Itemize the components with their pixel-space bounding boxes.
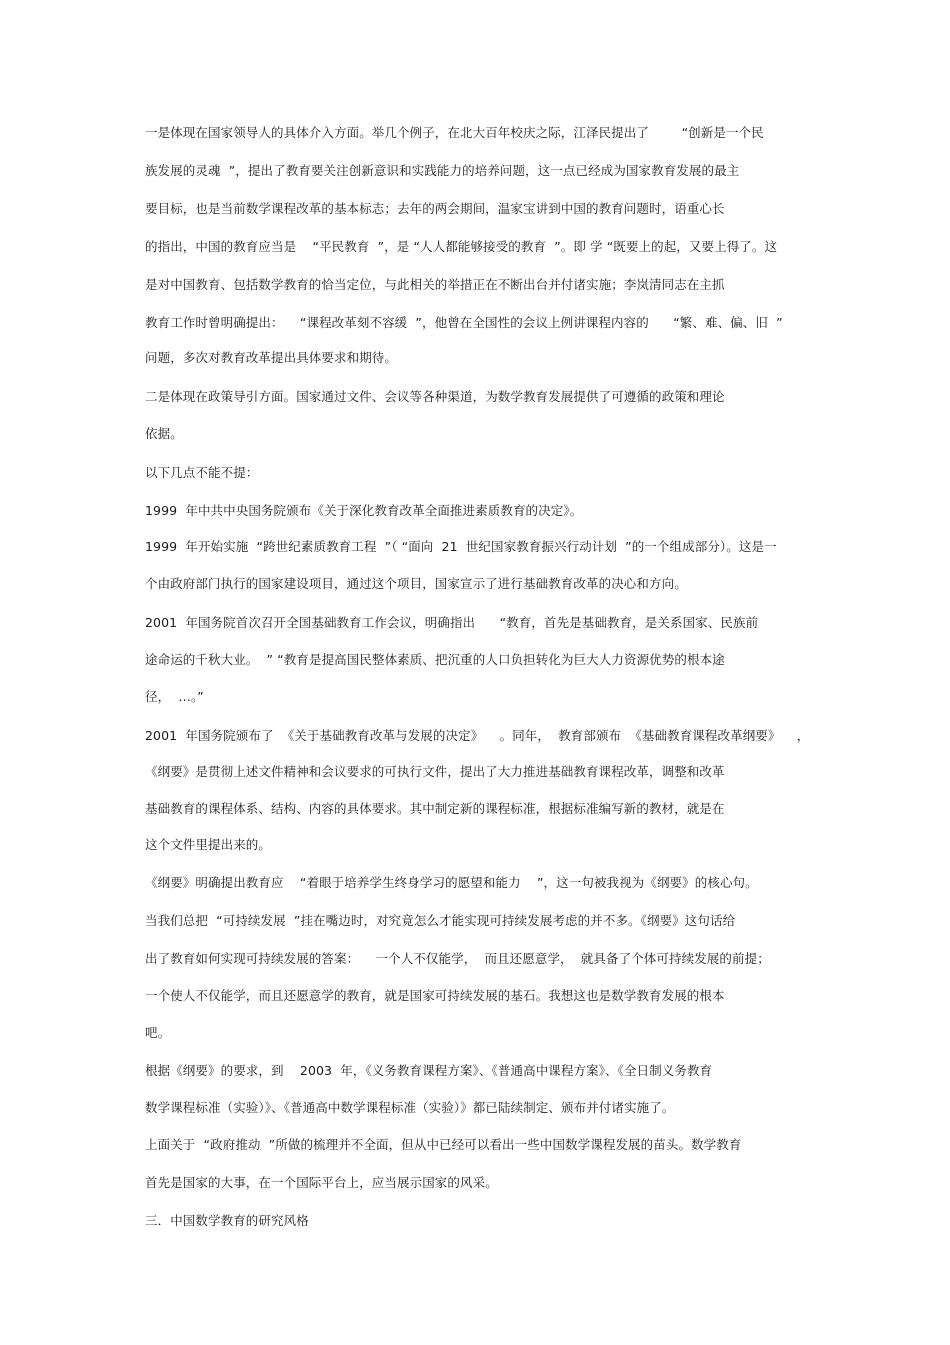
section-heading: 三．中国数学教育的研究风格: [145, 1213, 309, 1228]
text-line: 教育工作时曾明确提出： “课程改革刻不容缓 ”，他曾在全国性的会议上例讲课程内容的 “繁、难、偏、旧 ”: [145, 315, 783, 330]
text-line: 这个文件里提出来的。: [145, 837, 272, 852]
text-line: 数学课程标准（实验）》、《普通高中数学课程标准（实验）》都已陆续制定、颁布并付诸实施了。: [145, 1100, 675, 1115]
text-line: 首先是国家的大事，在一个国际平台上，应当展示国家的风采。: [145, 1175, 498, 1190]
text-line: 基础教育的课程体系、结构、内容的具体要求。其中制定新的课程标准，根据标准编写新的教材，就是在: [145, 801, 725, 816]
text-line: 1999 年开始实施 “跨世纪素质教育工程 ”（ “面向 21 世纪国家教育振兴行动计划 ”的一个组成部分）。这是一: [145, 539, 777, 554]
text-line: 《纲要》是贯彻上述文件精神和会议要求的可执行文件，提出了大力推进基础教育课程改革，调整和改革: [145, 764, 725, 779]
text-line: 径， …。”: [145, 689, 204, 704]
text-line: 根据《纲要》的要求，到 2003 年，《义务教育课程方案》、《普通高中课程方案》、《全日制义务教育: [145, 1063, 713, 1078]
text-line: 当我们总把 “可持续发展 ”挂在嘴边时，对究竟怎么才能实现可持续发展考虑的并不多。《纲要》这句话给: [145, 913, 736, 928]
text-line: 1999 年中共中央国务院颁布《关于深化教育改革全面推进素质教育的决定》。: [145, 503, 583, 518]
text-line: 2001 年国务院首次召开全国基础教育工作会议，明确指出 “教育，首先是基础教育，是关系国家、民族前: [145, 615, 759, 630]
text-line: 上面关于 “政府推动 ”所做的梳理并不全面，但从中已经可以看出一些中国数学课程发展的苗头。数学教育: [145, 1137, 742, 1152]
text-line: 途命运的千秋大业。 ” “教育是提高国民整体素质、把沉重的人口负担转化为巨大人力资源优势的根本途: [145, 652, 725, 667]
text-line: 以下几点不能不提：: [145, 465, 259, 480]
text-line: 的指出，中国的教育应当是 “平民教育 ”，是 “人人都能够接受的教育 ”。即 学 “既要上的起，又要上得了。这: [145, 239, 778, 254]
text-line: 2001 年国务院颁布了 《关于基础教育改革与发展的决定》 。同年， 教育部颁布 《基础教育课程改革纲要》 ，: [145, 728, 810, 743]
text-line: 出了教育如何实现可持续发展的答案： 一个人不仅能学， 而且还愿意学， 就具备了个体可持续发展的前提；: [145, 951, 770, 966]
text-line: 要目标，也是当前数学课程改革的基本标志；去年的两会期间，温家宝讲到中国的教育问题时，语重心长: [145, 201, 725, 216]
text-line: 是对中国教育、包括数学教育的恰当定位，与此相关的举措正在不断出台并付诸实施；李岚清同志在主抓: [145, 277, 725, 292]
text-line: 吧。: [145, 1025, 171, 1040]
text-line: 二是体现在政策导引方面。国家通过文件、会议等各种渠道，为数学教育发展提供了可遵循的政策和理论: [145, 389, 725, 404]
text-line: 《纲要》明确提出教育应 “着眼于培养学生终身学习的愿望和能力 ”，这一句被我视为《纲要》的核心句。: [145, 875, 758, 890]
text-line: 一个使人不仅能学，而且还愿意学的教育，就是国家可持续发展的基石。我想这也是数学教育发展的根本: [145, 988, 725, 1003]
text-line: 问题，多次对教育改革提出具体要求和期待。: [145, 350, 398, 365]
text-line: 依据。: [145, 426, 183, 441]
text-line: 一是体现在国家领导人的具体介入方面。举几个例子，在北大百年校庆之际，江泽民提出了 “创新是一个民: [145, 125, 764, 140]
text-line: 族发展的灵魂 ”，提出了教育要关注创新意识和实践能力的培养问题，这一点已经成为国家教育发展的最主: [145, 163, 740, 178]
text-line: 个由政府部门执行的国家建设项目，通过这个项目，国家宣示了进行基础教育改革的决心和方向。: [145, 576, 687, 591]
